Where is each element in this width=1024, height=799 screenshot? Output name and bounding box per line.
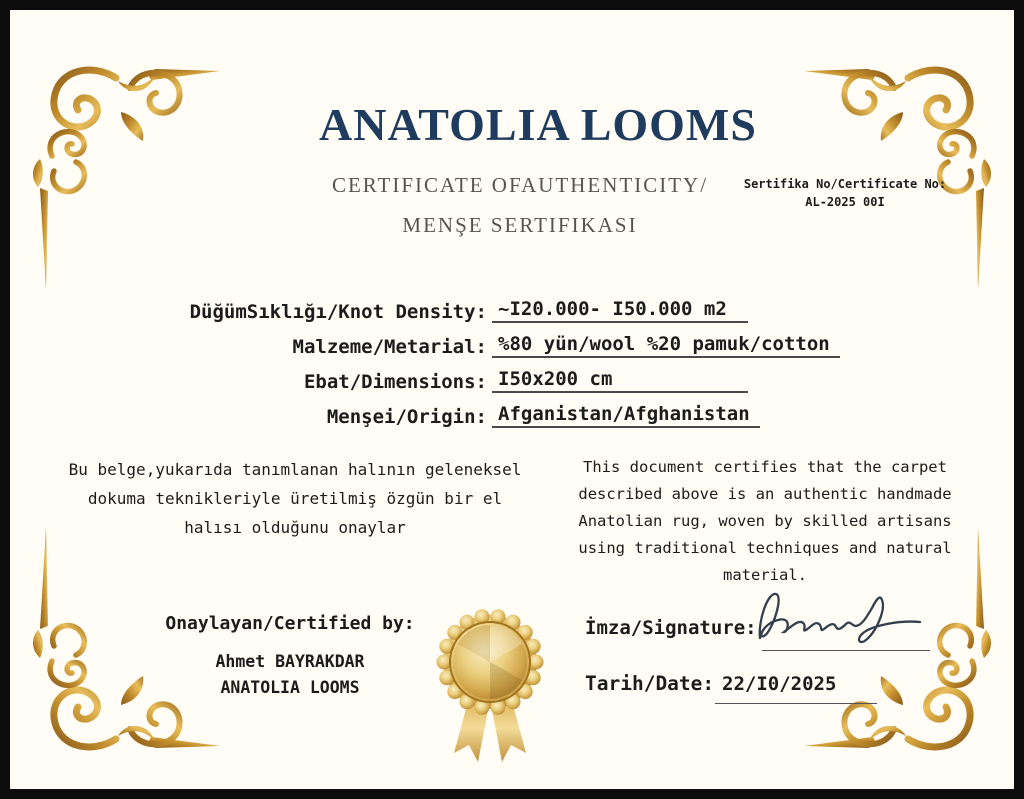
- field-label: Ebat/Dimensions:: [303, 371, 487, 393]
- corner-flourish-top-left-icon: [24, 60, 224, 300]
- field-label: Malzeme/Metarial:: [292, 336, 487, 358]
- statement-line: This document certifies that the carpet: [583, 458, 947, 476]
- statement-line: using traditional techniques and natural: [578, 539, 952, 557]
- signature-label: İmza/Signature:: [585, 617, 757, 639]
- field-row-origin: [10, 403, 1014, 428]
- certificate-number: [728, 175, 962, 211]
- date-label: Tarih/Date:: [585, 672, 715, 695]
- field-row-dimensions: [10, 368, 1014, 393]
- gold-seal-icon: [420, 602, 562, 768]
- field-label: Menşei/Origin:: [326, 406, 487, 428]
- subtitle-line-2: MENŞE SERTIFIKASI: [402, 213, 638, 237]
- subtitle-line-1: CERTIFICATE OFAUTHENTICITY/: [331, 173, 709, 197]
- field-row-material: [10, 333, 1014, 358]
- statement-line: dokuma teknikleriyle üretilmiş özgün bir el: [87, 489, 503, 508]
- certifier-name: Ahmet BAYRAKDAR: [215, 652, 365, 671]
- signature-icon: [748, 580, 938, 655]
- date-value: 22/I0/2025: [722, 673, 837, 695]
- statement-line: material.: [723, 566, 807, 584]
- statement-line: halısı olduğunu onaylar: [184, 518, 406, 537]
- statement-english: [565, 454, 965, 589]
- statement-line: described above is an authentic handmade: [578, 485, 952, 503]
- date-line: [715, 703, 877, 704]
- field-value: ~I20.000- I50.000 m2: [492, 298, 748, 323]
- field-row-knot-density: [10, 298, 1014, 323]
- field-value: Afganistan/Afghanistan: [492, 403, 760, 428]
- statement-turkish: [60, 455, 530, 542]
- signature-line: [762, 650, 930, 651]
- certifier-org: ANATOLIA LOOMS: [220, 678, 360, 697]
- field-value: I50x200 cm: [492, 368, 748, 393]
- field-value: %80 yün/wool %20 pamuk/cotton: [492, 333, 840, 358]
- statement-line: Bu belge,yukarıda tanımlanan halının geleneksel: [68, 460, 522, 479]
- field-label: DüğümSıklığı/Knot Density:: [189, 301, 487, 323]
- certified-by-label: Onaylayan/Certified by:: [165, 613, 415, 634]
- fields-section: [10, 298, 1014, 438]
- statement-line: Anatolian rug, woven by skilled artisans: [578, 512, 952, 530]
- page-title: ANATOLIA LOOMS: [319, 99, 757, 150]
- certificate-number-value: AL-2025 00I: [805, 195, 885, 209]
- certificate-number-label: Sertifika No/Certificate No:: [743, 177, 947, 191]
- corner-flourish-bottom-left-icon: [24, 517, 224, 757]
